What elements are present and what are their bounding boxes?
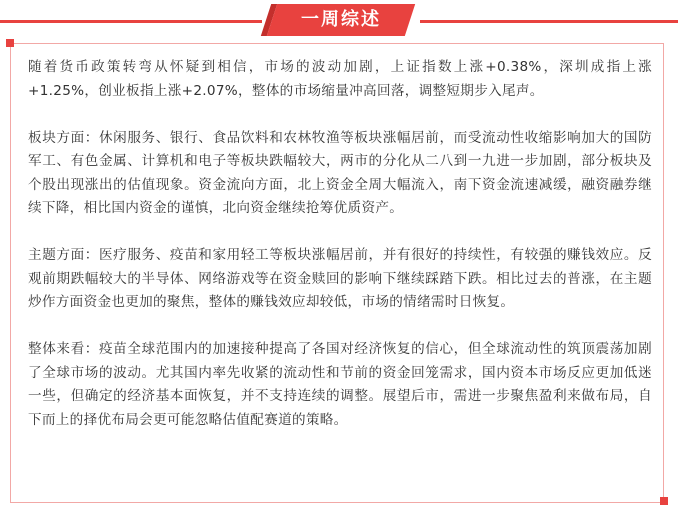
section-title: 一周综述	[301, 9, 381, 30]
header-divider-right	[420, 20, 678, 23]
paragraph-themes: 主题方面：医疗服务、疫苗和家用轻工等板块涨幅居前，并有很好的持续性，有较强的赚钱效应。反观前期跌幅较大的半导体、网络游戏等在资金赎回的影响下继续踩踏下跌。相比过去的普涨，在主题炒作方面资金也更加的聚焦，整体的赚钱效应却较低，市场的情绪需时日恢复。	[28, 247, 652, 310]
summary-text	[28, 56, 652, 432]
section-header	[0, 0, 678, 40]
corner-marker-top-left	[6, 39, 14, 47]
paragraph-sectors: 板块方面：休闲服务、银行、食品饮料和农林牧渔等板块涨幅居前，而受流动性收缩影响加大的国防军工、有色金属、计算机和电子等板块跌幅较大，两市的分化从二八到一九进一步加剧，部分板块及个股出现涨出的估值现象。资金流向方面，北上资金全周大幅流入，南下资金流速减缓，融资融券继续下降，相比国内资金的谨慎，北向资金继续抢筹优质资产。	[28, 129, 652, 216]
paragraph-market-overview: 随着货币政策转弯从怀疑到相信，市场的波动加剧，上证指数上涨+0.38%，深圳成指上涨+1.25%，创业板指上涨+2.07%，整体的市场缩量冲高回落，调整短期步入尾声。	[28, 59, 652, 99]
header-divider-left	[0, 20, 262, 23]
paragraph-outlook: 整体来看：疫苗全球范围内的加速接种提高了各国对经济恢复的信心，但全球流动性的筑顶震荡加剧了全球市场的波动。尤其国内率先收紧的流动性和节前的资金回笼需求，国内资本市场反应更加低迷一些，但确定的经济基本面恢复，并不支持连续的调整。展望后市，需进一步聚焦盈利来做布局，自下而上的择优布局会更可能忽略估值配赛道的策略。	[28, 341, 652, 428]
corner-marker-bottom-right	[660, 497, 668, 505]
